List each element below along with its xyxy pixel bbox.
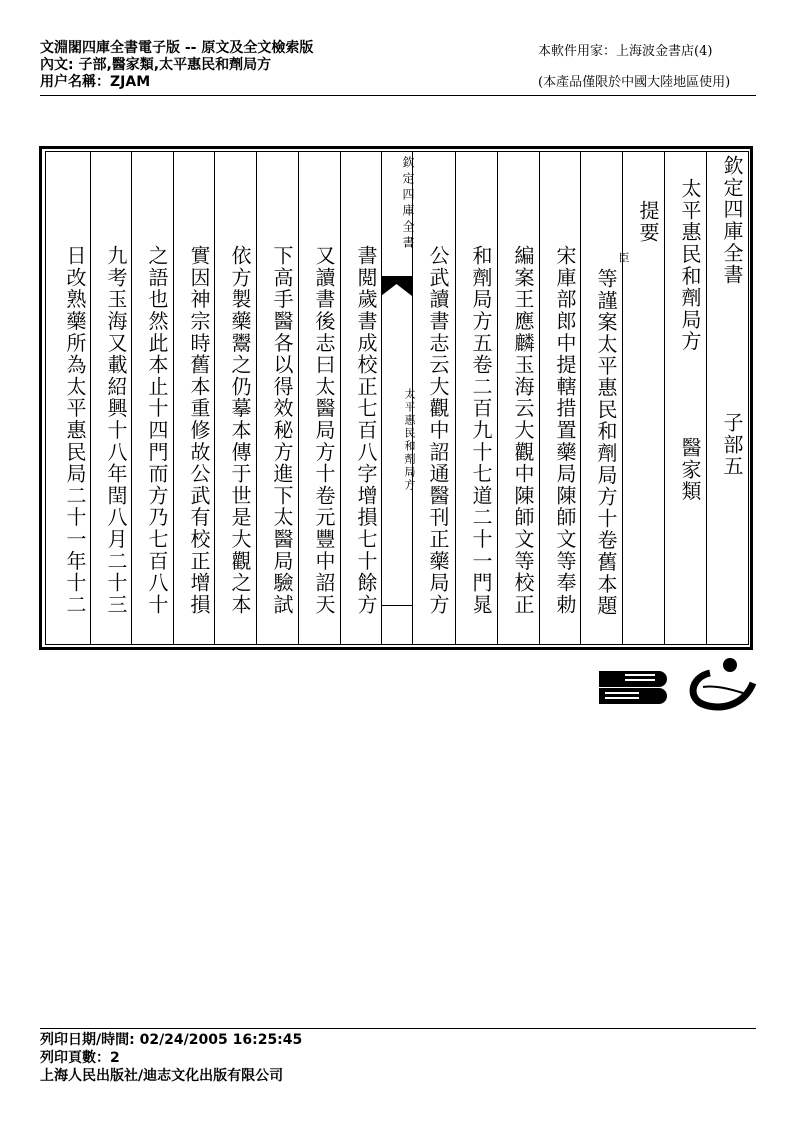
book-stack-icon — [599, 671, 667, 704]
print-datetime: 列印日期/時間: 02/24/2005 16:25:45 — [40, 1032, 303, 1048]
center-band-title: 太平惠民和劑局方 — [403, 388, 416, 492]
text-column: 等謹案太平惠民和劑局方十卷舊本題 — [594, 268, 618, 617]
text-column: 之語也然此本止十四門而方乃七百八十 — [145, 245, 169, 616]
abstract-heading: 提要 — [636, 200, 660, 244]
text-column: 九考玉海又載紹興十八年閏八月二十三 — [104, 245, 128, 616]
publisher: 上海人民出版社/迪志文化出版有限公司 — [40, 1068, 284, 1084]
text-column: 依方製藥鬻之仍摹本傳于世是大觀之本 — [228, 245, 252, 616]
text-column: 編案王應麟玉海云大觀中陳師文等校正 — [511, 245, 535, 616]
category-label: 醫家類 — [678, 437, 702, 503]
text-column: 宋庫部郎中提轄措置藥局陳師文等奉勅 — [553, 245, 577, 616]
book-header: 欽定四庫全書 — [720, 155, 744, 286]
text-column: 書閲歲書成校正七百八字增損七十餘方 — [354, 245, 378, 616]
text-column: 公武讀書志云大觀中詔通醫刊正藥局方 — [426, 245, 450, 616]
book-title: 太平惠民和劑局方 — [678, 178, 702, 353]
app-title: 文淵閣四庫全書電子版 -- 原文及全文檢索版 — [40, 40, 314, 56]
publisher-logo — [595, 655, 760, 713]
content-breadcrumb: 內文: 子部,醫家類,太平惠民和劑局方 — [40, 57, 272, 73]
text-column: 和劑局方五卷二百九十七道二十一門晁 — [469, 245, 493, 616]
text-column: 實因神宗時舊本重修故公武有校正增損 — [187, 245, 211, 616]
text-column: 下高手醫各以得效秘方進下太醫局驗試 — [270, 245, 294, 616]
section-label: 子部五 — [720, 412, 744, 478]
user-name: 用户名稱：ZJAM — [40, 74, 151, 90]
brush-circle-icon — [693, 658, 753, 707]
text-column: 又讀書後志曰太醫局方十卷元豐中詔天 — [312, 245, 336, 616]
center-band-rule — [381, 605, 412, 606]
text-column: 日改熟藥所為太平惠民局二十一年十二 — [63, 245, 87, 616]
fishtail-mark-icon — [381, 276, 412, 298]
print-pages: 列印頁數：2 — [40, 1050, 120, 1066]
licensee: 本軟件用家：上海波金書店(4) — [538, 44, 713, 59]
footer-divider — [40, 1028, 756, 1029]
usage-restriction: (本產品僅限於中國大陸地區使用) — [538, 75, 731, 90]
header-divider — [40, 95, 756, 96]
minister-mark: 臣 — [617, 252, 630, 265]
center-band-header: 欽定四庫全書 — [401, 156, 415, 252]
